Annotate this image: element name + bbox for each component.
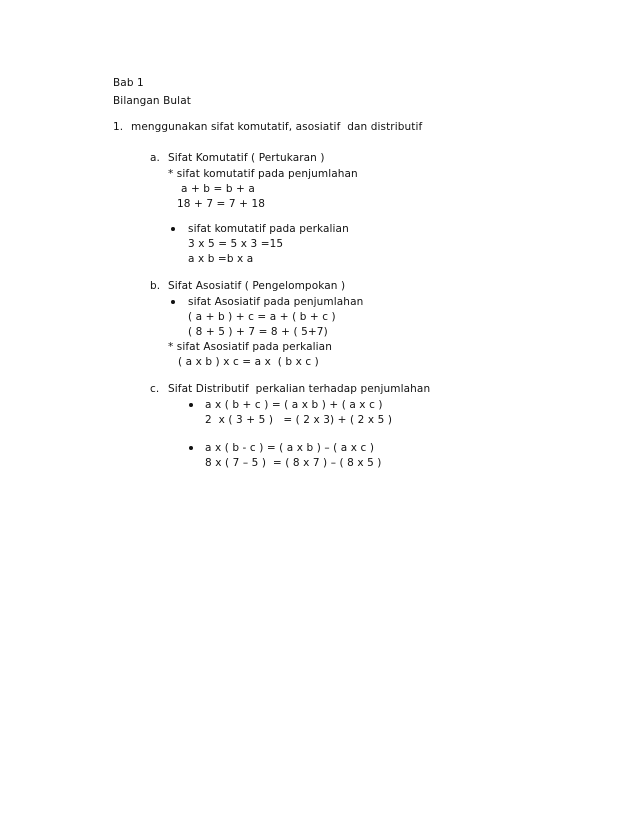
asosiatif-product-formula: ( a x b ) x c = a x ( b x c ) xyxy=(178,356,319,368)
subsection-c-marker: c. xyxy=(150,383,160,395)
distributif-add-example: 2 x ( 3 + 5 ) = ( 2 x 3) + ( 2 x 5 ) xyxy=(205,414,393,426)
asosiatif-product-heading: * sifat Asosiatif pada perkalian xyxy=(168,341,332,353)
subsection-b-heading: Sifat Asosiatif ( Pengelompokan ) xyxy=(168,280,346,292)
distributif-sub-formula: a x ( b - c ) = ( a x b ) – ( a x c ) xyxy=(205,442,375,454)
section-heading: menggunakan sifat komutatif, asosiatif dan distributif xyxy=(131,121,423,133)
asosiatif-sum-example: ( 8 + 5 ) + 7 = 8 + ( 5+7) xyxy=(188,326,328,338)
chapter-label: Bab 1 xyxy=(113,77,144,89)
subsection-b-marker: b. xyxy=(150,280,161,292)
bullet-icon xyxy=(171,300,175,304)
subsection-a-marker: a. xyxy=(150,152,160,164)
subsection-a-heading: Sifat Komutatif ( Pertukaran ) xyxy=(168,152,325,164)
bullet-icon xyxy=(189,446,193,450)
komutatif-sum-example: 18 + 7 = 7 + 18 xyxy=(177,198,266,210)
komutatif-product-formula: a x b =b x a xyxy=(188,253,254,265)
section-number: 1. xyxy=(113,121,124,133)
subsection-c-heading: Sifat Distributif perkalian terhadap penjumlahan xyxy=(168,383,431,395)
asosiatif-sum-heading: sifat Asosiatif pada penjumlahan xyxy=(188,296,364,308)
bullet-icon xyxy=(189,403,193,407)
bullet-icon xyxy=(171,227,175,231)
distributif-sub-example: 8 x ( 7 – 5 ) = ( 8 x 7 ) – ( 8 x 5 ) xyxy=(205,457,382,469)
komutatif-sum-heading: * sifat komutatif pada penjumlahan xyxy=(168,168,358,180)
komutatif-sum-formula: a + b = b + a xyxy=(181,183,255,195)
komutatif-product-example: 3 x 5 = 5 x 3 =15 xyxy=(188,238,284,250)
chapter-title: Bilangan Bulat xyxy=(113,95,191,107)
distributif-add-formula: a x ( b + c ) = ( a x b ) + ( a x c ) xyxy=(205,399,383,411)
asosiatif-sum-formula: ( a + b ) + c = a + ( b + c ) xyxy=(188,311,336,323)
komutatif-product-heading: sifat komutatif pada perkalian xyxy=(188,223,349,235)
